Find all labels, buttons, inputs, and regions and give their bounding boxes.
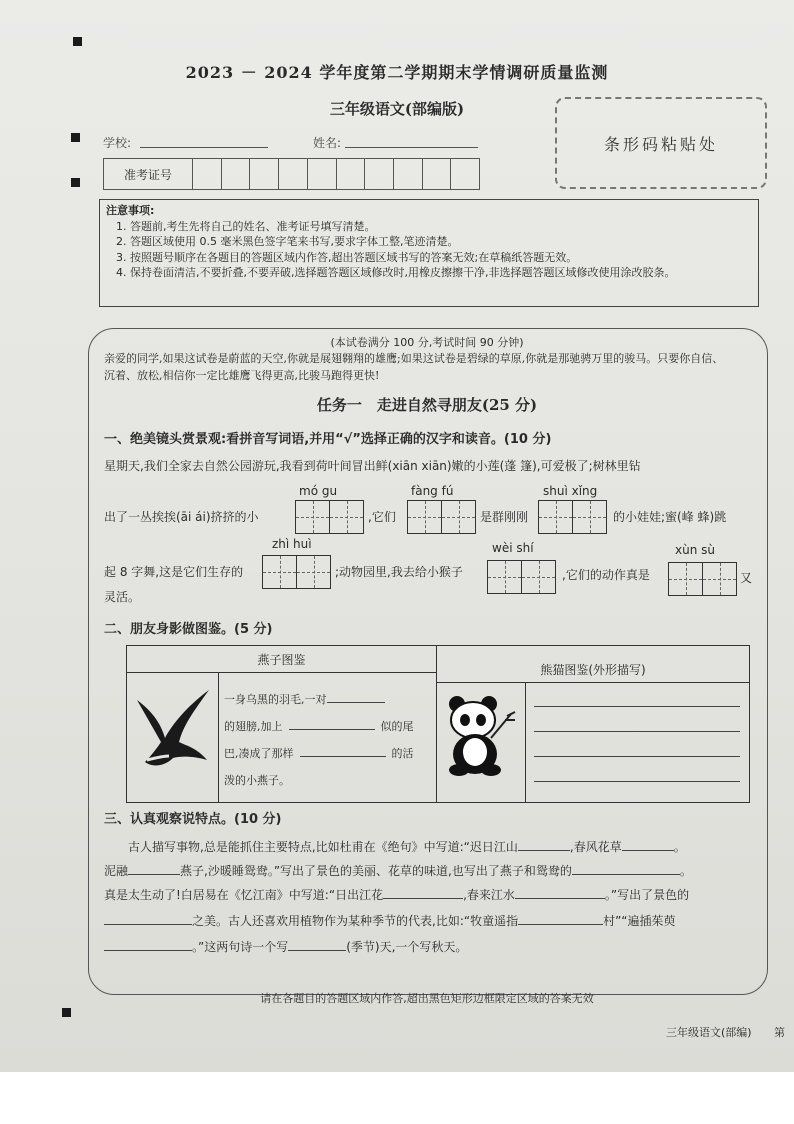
panda-illustration — [445, 694, 517, 776]
answer-grid[interactable] — [668, 562, 737, 596]
section3-row4: 之美。古人还喜欢用植物作为某种季节的代表,比如:“牧童遥指 村”“遍插茱萸 — [104, 912, 759, 930]
footer-page-suffix: 第 — [774, 1026, 785, 1039]
section1-heading: 一、绝美镜头赏景观:看拼音写词语,并用“√”选择正确的汉字和读音。(10 分) — [104, 432, 552, 447]
section1-line3a: 起 8 字舞,这是它们生存的 — [104, 565, 244, 579]
notice-box — [99, 199, 759, 307]
pinyin-2: fàng fú — [411, 484, 454, 498]
section1-line3b: ;动物园里,我去给小猴子 — [335, 565, 463, 579]
school-label: 学校: — [103, 136, 132, 150]
notice-item: 3. 按照题号顺序在各题目的答题区域内作答,超出答题区域书写的答案无效;在草稿纸答题无效。 — [116, 250, 578, 264]
task-title: 任务一 走进自然寻朋友(25 分) — [316, 396, 538, 414]
pinyin-4: zhì huì — [272, 537, 312, 551]
answer-grid[interactable] — [262, 555, 331, 589]
panda-guide-header: 熊猫图鉴(外形描写) — [437, 656, 749, 683]
barcode-area — [555, 97, 767, 189]
section1-line2c: 是群刚刚 — [480, 510, 529, 524]
notice-item: 1. 答题前,考生先将自己的姓名、准考证号填写清楚。 — [116, 219, 376, 233]
registration-mark — [73, 37, 82, 46]
section3-row2: 泥融 燕子,沙暖睡鸳鸯。”写出了景色的美丽、花草的味道,也写出了燕子和鸳鸯的 。 — [104, 864, 692, 878]
guide-table — [126, 645, 750, 803]
notice-heading: 注意事项: — [106, 204, 155, 217]
registration-mark — [71, 133, 80, 142]
exam-id-label: 准考证号 — [104, 159, 193, 189]
section3-row1: 古人描写事物,总是能抓住主要特点,比如杜甫在《绝句》中写道:“迟日江山 ,春风花草 。 — [128, 840, 686, 854]
pinyin-5: wèi shí — [492, 541, 534, 555]
registration-mark — [71, 178, 80, 187]
pinyin-1: mó gu — [299, 484, 338, 498]
school-field[interactable] — [140, 147, 268, 148]
score-time: (本试卷满分 100 分,考试时间 90 分钟) — [330, 336, 524, 349]
section3-heading: 三、认真观察说特点。(10 分) — [104, 812, 282, 827]
exam-title: 2023 － 2024 学年度第二学期期末学情调研质量监测 — [185, 63, 609, 82]
section1-line3d: 又 — [740, 571, 753, 585]
swallow-guide-header: 燕子图鉴 — [127, 646, 437, 673]
answer-warning: 请在各题目的答题区域内作答,超出黑色矩形边框限定区域的答案无效 — [260, 992, 594, 1005]
swallow-illustration — [133, 686, 213, 770]
barcode-label: 条形码粘贴处 — [603, 134, 718, 154]
section1-line1: 星期天,我们全家去自然公园游玩,我看到荷叶间冒出鲜(xiān xiān)嫩的小莲(蓬 篷),可爱极了;树林里钻 — [104, 459, 641, 473]
section1-line2b: ,它们 — [368, 510, 396, 524]
pinyin-3: shuì xǐng — [543, 484, 598, 498]
notice-item: 2. 答题区域使用 0.5 毫米黑色签字笔来书写,要求字体工整,笔迹清楚。 — [116, 235, 459, 248]
name-field[interactable] — [345, 147, 478, 148]
intro-text: 亲爱的同学,如果这试卷是蔚蓝的天空,你就是展翅翱翔的雄鹰;如果这试卷是碧绿的草原,你就是那驰骋万里的骏马。只要你自信、沉着、放松,相信你一定比雄鹰飞得更高,比骏马跑得更快! — [104, 352, 724, 382]
answer-grid[interactable] — [487, 560, 556, 594]
exam-id-box[interactable] — [103, 158, 480, 190]
swallow-text: 一身乌黑的羽毛,一对 的翅膀,加上 似的尾 巴,凑成了那样 的活 泼的小燕子。 — [224, 693, 414, 787]
section1-line2a: 出了一丛挨挨(āi ái)挤挤的小 — [104, 510, 259, 524]
pinyin-6: xùn sù — [675, 543, 715, 557]
registration-mark — [62, 1008, 71, 1017]
section1-line3c: ,它们的动作真是 — [562, 568, 650, 582]
answer-grid[interactable] — [538, 500, 607, 534]
section1-line4: 灵活。 — [104, 590, 141, 604]
exam-subtitle: 三年级语文(部编版) — [329, 100, 465, 118]
footer-page-label: 三年级语文(部编) — [666, 1026, 752, 1039]
answer-grid[interactable] — [407, 500, 476, 534]
notice-item: 4. 保持卷面清洁,不要折叠,不要弄破,选择题答题区域修改时,用橡皮擦擦干净,非选择题答题区域修改使用涂改胶条。 — [116, 266, 676, 279]
section3-row5: 。”这两句诗一个写 (季节)天,一个写秋天。 — [104, 938, 759, 956]
name-label: 姓名: — [313, 136, 342, 150]
section3-row3: 真是太生动了!白居易在《忆江南》中写道:“日出江花 ,春来江水 。”写出了景色的 — [104, 888, 690, 902]
answer-grid[interactable] — [295, 500, 364, 534]
section2-heading: 二、朋友身影做图鉴。(5 分) — [104, 622, 273, 637]
section1-line2d: 的小娃娃;蜜(峰 蜂)跳 — [613, 510, 727, 524]
